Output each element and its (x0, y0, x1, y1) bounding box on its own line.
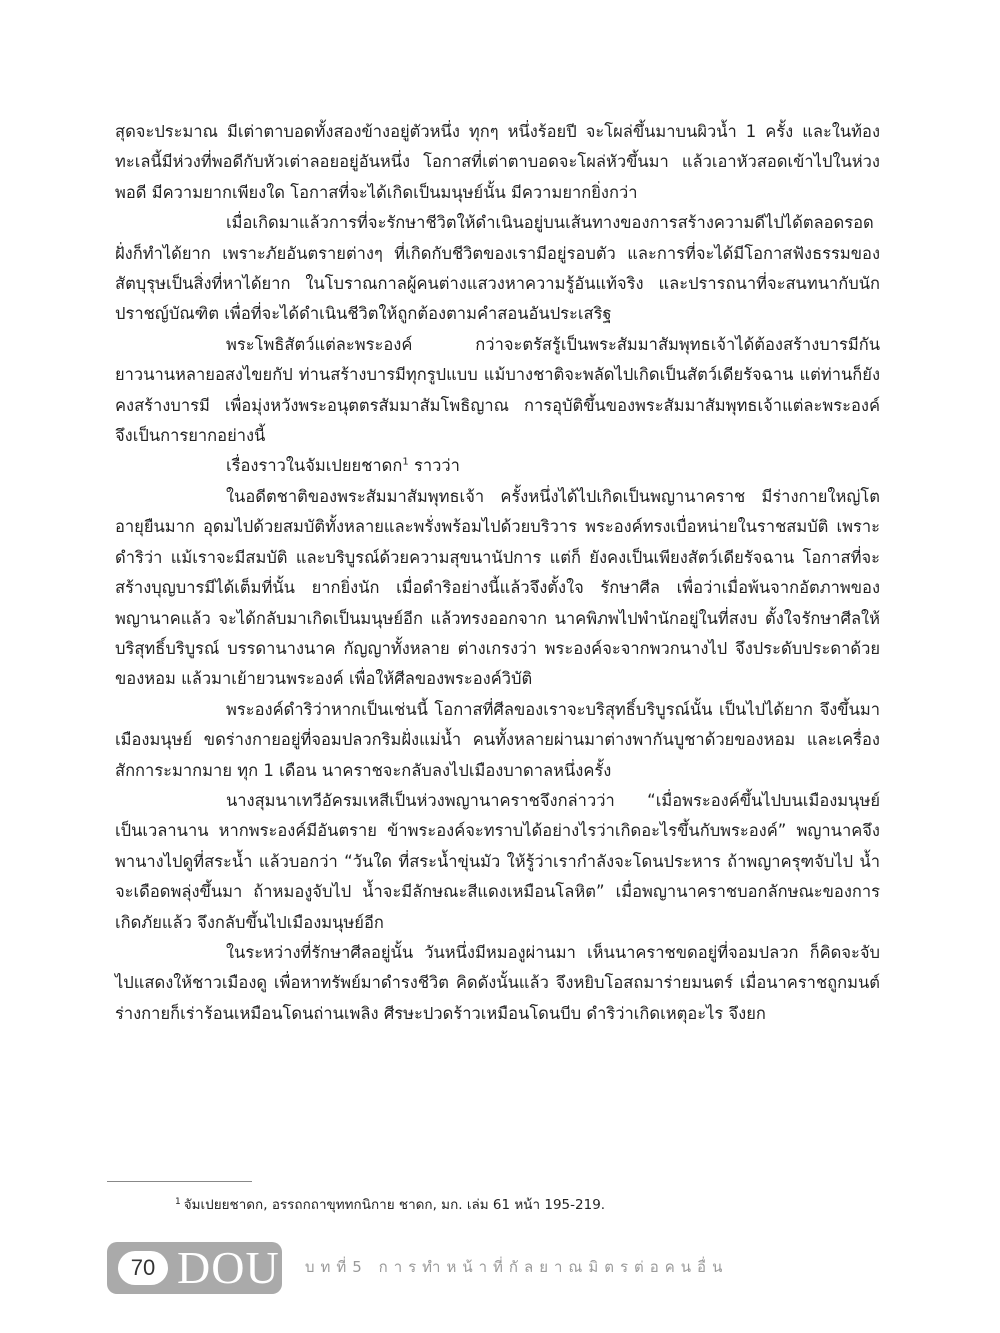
page-badge (107, 1242, 282, 1294)
paragraph: นางสุมนาเทวีอัครมเหสีเป็นห่วงพญานาคราชจึงกล่าวว่า “เมื่อพระองค์ขึ้นไปบนเมืองมนุษย์เป็นเวลานาน หากพระองค์มีอันตราย ข้าพระองค์จะทราบได้อย่างไรว่าเกิดอะไรขึ้นกับพระองค์” พญานาคจึงพานางไปดูที่สระน้ำ แล้วบอกว่า “วันใด ที่สระน้ำขุ่นมัว ให้รู้ว่าเรากำลังจะโดนประหาร ถ้าพญาครุฑจับไป น้ำจะเดือดพลุ่งขึ้นมา ถ้าหมองูจับไป น้ำจะมีลักษณะสีแดงเหมือนโลหิต” เมื่อพญานาคราชบอกลักษณะของการเกิดภัยแล้ว จึงกลับขึ้นไปเมืองมนุษย์อีก (115, 790, 880, 932)
footnote (175, 1193, 605, 1215)
paragraph: พระโพธิสัตว์แต่ละพระองค์ กว่าจะตรัสรู้เป็นพระสัมมาสัมพุทธเจ้าได้ต้องสร้างบารมีกันยาวนานหลายอสงไขยกัป ท่านสร้างบารมีทุกรูปแบบ แม้บางชาติจะพลัดไปเกิดเป็นสัตว์เดียรัจฉาน แต่ท่านก็ยังคงสร้างบารมี เพื่อมุ่งหวังพระอนุตตรสัมมาสัมโพธิญาณ การอุบัติขึ้นของพระสัมมาสัมพุทธเจ้าแต่ละพระองค์ จึงเป็นการยากอย่างนี้ (115, 334, 880, 446)
footnote-reference[interactable]: 1 (402, 456, 409, 468)
chapter-title: บทที่5 การทำหน้าที่กัลยาณมิตรต่อคนอื่น (305, 1258, 729, 1276)
footnote-number: 1 (175, 1196, 181, 1207)
footnote-text: จัมเปยยชาดก, อรรถกถาขุททกนิกาย ชาดก, มก. เล่ม 61 หน้า 195-219. (183, 1197, 606, 1213)
brand-logo: DOU (177, 1242, 280, 1293)
footnote-divider (107, 1181, 252, 1182)
paragraph: ในระหว่างที่รักษาศีลอยู่นั้น วันหนึ่งมีหมองูผ่านมา เห็นนาคราชขดอยู่ที่จอมปลวก ก็คิดจะจับไปแสดงให้ชาวเมืองดู เพื่อหาทรัพย์มาดำรงชีวิต คิดดังนั้นแล้ว จึงหยิบโอสถมาร่ายมนตร์ เมื่อนาคราชถูกมนต์ ร่างกายก็เร่าร้อนเหมือนโดนถ่านเพลิง ศีรษะปวดร้าวเหมือนโดนบีบ ดำริว่าเกิดเหตุอะไร จึงยก (115, 942, 880, 1023)
paragraph: เรื่องราวในจัมเปยยชาดก$^1$ ราวว่า (226, 456, 460, 476)
page-number: 70 (118, 1251, 168, 1285)
paragraph: พระองค์ดำริว่าหากเป็นเช่นนี้ โอกาสที่ศีลของเราจะบริสุทธิ์บริบูรณ์นั้น เป็นไปได้ยาก จึงขึ้นมาเมืองมนุษย์ ขดร่างกายอยู่ที่จอมปลวกริมฝั่งแม่น้ำ คนทั้งหลายผ่านมาต่างพากันบูชาด้วยของหอม และเครื่องสักการะมากมาย ทุก 1 เดือน นาคราชจะกลับลงไปเมืองบาดาลหนึ่งครั้ง (115, 699, 880, 780)
page-footer (107, 1242, 907, 1294)
paragraph: ในอดีตชาติของพระสัมมาสัมพุทธเจ้า ครั้งหนึ่งได้ไปเกิดเป็นพญานาคราช มีร่างกายใหญ่โต อายุยืนมาก อุดมไปด้วยสมบัติทั้งหลายและพรั่งพร้อมไปด้วยบริวาร พระองค์ทรงเบื่อหน่ายในราชสมบัติ เพราะดำริว่า แม้เราจะมีสมบัติ และบริบูรณ์ด้วยความสุขนานัปการ แต่ก็ ยังคงเป็นเพียงสัตว์เดียรัจฉาน โอกาสที่จะสร้างบุญบารมีได้เต็มที่นั้น ยากยิ่งนัก เมื่อดำริอย่างนี้แล้วจึงตั้งใจ รักษาศีล เพื่อว่าเมื่อพ้นจากอัตภาพของพญานาคแล้ว จะได้กลับมาเกิดเป็นมนุษย์อีก แล้วทรงออกจาก นาคพิภพไปพำนักอยู่ในที่สงบ ตั้งใจรักษาศีลให้บริสุทธิ์บริบูรณ์ บรรดานางนาค กัญญาทั้งหลาย ต่างเกรงว่า พระองค์จะจากพวกนางไป จึงประดับประดาด้วยของหอม แล้วมาเย้ายวนพระองค์ เพื่อให้ศีลของพระองค์วิบัติ (115, 486, 880, 689)
body-text (115, 117, 880, 1029)
paragraph: เมื่อเกิดมาแล้วการที่จะรักษาชีวิตให้ดำเนินอยู่บนเส้นทางของการสร้างความดีไปได้ตลอดรอดฝั่งก็ทำได้ยาก เพราะภัยอันตรายต่างๆ ที่เกิดกับชีวิตของเรามีอยู่รอบตัว และการที่จะได้มีโอกาสฟังธรรมของสัตบุรุษเป็นสิ่งที่หาได้ยาก ในโบราณกาลผู้คนต่างแสวงหาความรู้อันแท้จริง และปรารถนาที่จะสนทนากับนักปราชญ์บัณฑิต เพื่อที่จะได้ดำเนินชีวิตให้ถูกต้องตามคำสอนอันประเสริฐ (115, 213, 880, 324)
paragraph: สุดจะประมาณ มีเต่าตาบอดทั้งสองข้างอยู่ตัวหนึ่ง ทุกๆ หนึ่งร้อยปี จะโผล่ขึ้นมาบนผิวน้ำ 1 ครั้ง และในท้องทะเลนี้มีห่วงที่พอดีกับหัวเต่าลอยอยู่อันหนึ่ง โอกาสที่เต่าตาบอดจะโผล่หัวขึ้นมา แล้วเอาหัวสอดเข้าไปในห่วงพอดี มีความยากเพียงใด โอกาสที่จะได้เกิดเป็นมนุษย์นั้น มีความยากยิ่งกว่า (115, 122, 880, 202)
